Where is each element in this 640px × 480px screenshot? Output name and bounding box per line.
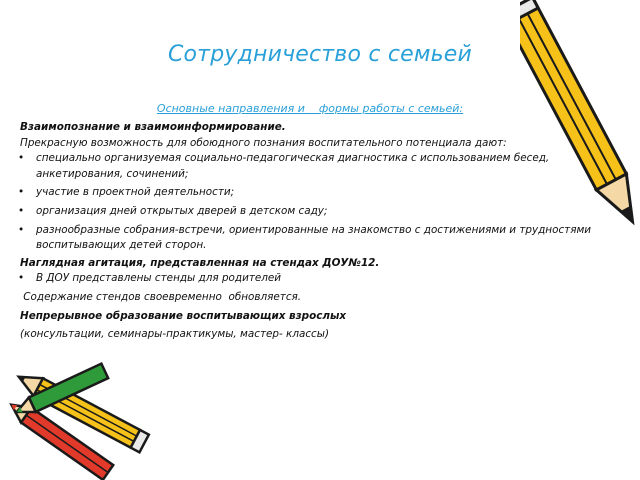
slide-title: Сотрудничество с семьей xyxy=(167,42,473,67)
stand-note: Содержание стендов своевременно обновляется. xyxy=(20,290,302,303)
bullet-icon: • xyxy=(18,152,25,165)
list-item: • организация дней открытых дверей в детском саду; xyxy=(20,204,620,220)
list-item: • участие в проектной деятельности; xyxy=(20,185,620,201)
list-item: • разнообразные собрания-встречи, ориентированные на знакомство с достижениями и трудностями воспитывающих детей сторон. xyxy=(18,223,592,252)
bullet-icon: • xyxy=(18,186,25,199)
bullet-icon: • xyxy=(18,223,25,236)
list-item: • В ДОУ представлены стенды для родителей xyxy=(20,271,620,287)
slide-subtitle: Основные направления и формы работы с семьей: xyxy=(156,102,464,115)
bullet-icon: • xyxy=(18,272,25,285)
bullet-icon: • xyxy=(18,204,25,217)
pencils-icon xyxy=(0,345,160,480)
section-heading-continuous-education: Непрерывное образование воспитывающих взрослых xyxy=(20,309,347,322)
section-heading-visual-campaign: Наглядная агитация, представленная на стендах ДОУ№12. xyxy=(20,256,380,269)
slide-body xyxy=(20,120,620,343)
education-forms: (консультации, семинары-практикумы, мастер- классы) xyxy=(20,328,330,341)
list-item: • специально организуемая социально-педагогическая диагностика с использованием бесед, анкетирования, сочинений; xyxy=(18,152,550,180)
intro-text: Прекрасную возможность для обоюдного познания воспитательного потенциала дают: xyxy=(20,136,507,149)
section-heading-mutual-information: Взаимопознание и взаимоинформирование. xyxy=(20,121,286,133)
